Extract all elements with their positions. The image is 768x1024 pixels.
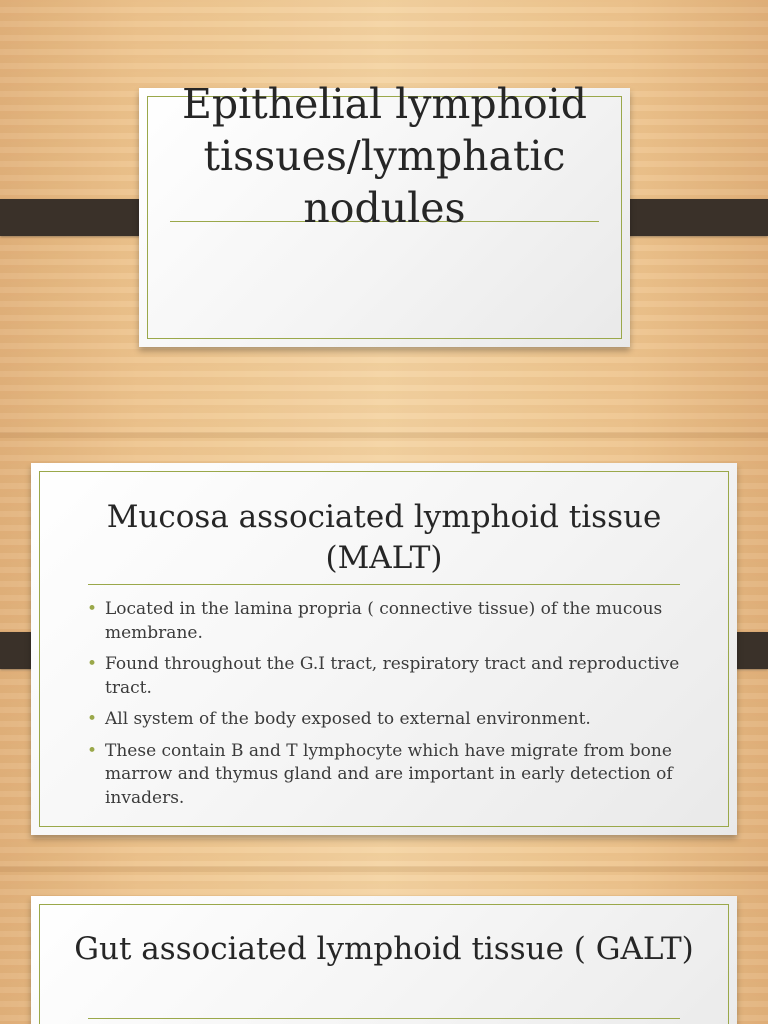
bullet-text: Located in the lamina propria ( connective tissue) of the mucous membrane. [105,599,663,643]
bullet-item [87,708,685,732]
slide-1-title: Epithelial lymphoid tissues/lymphatic nodules [181,80,588,232]
slide-2-title: Mucosa associated lymphoid tissue (MALT) [106,499,662,576]
title-bar-right [613,199,768,236]
bullet-icon: • [87,709,98,729]
bullet-list [87,598,685,818]
bullet-item [87,740,685,811]
bullet-item [87,598,685,645]
bullet-icon: • [87,740,98,761]
bullet-text: These contain B and T lymphocyte which have migrate from bone marrow and thymus gland and are important in early detection of invaders. [105,740,673,808]
title-bar-left [0,199,155,236]
slide-separator [0,866,768,872]
slide-3-title: Gut associated lymphoid tissue ( GALT) [74,931,694,967]
bullet-icon: • [87,654,98,674]
bullet-text: Found throughout the G.I tract, respiratory tract and reproductive tract. [105,654,680,698]
slide-3-rule [88,1018,680,1019]
content-card-2 [31,896,737,1024]
slide-2-rule [88,584,680,585]
bullet-item [87,653,685,700]
title-card [139,80,630,347]
bullet-icon: • [87,599,98,619]
content-card [31,463,737,835]
slide-separator [0,432,768,438]
bullet-text: All system of the body exposed to external environment. [105,709,591,729]
